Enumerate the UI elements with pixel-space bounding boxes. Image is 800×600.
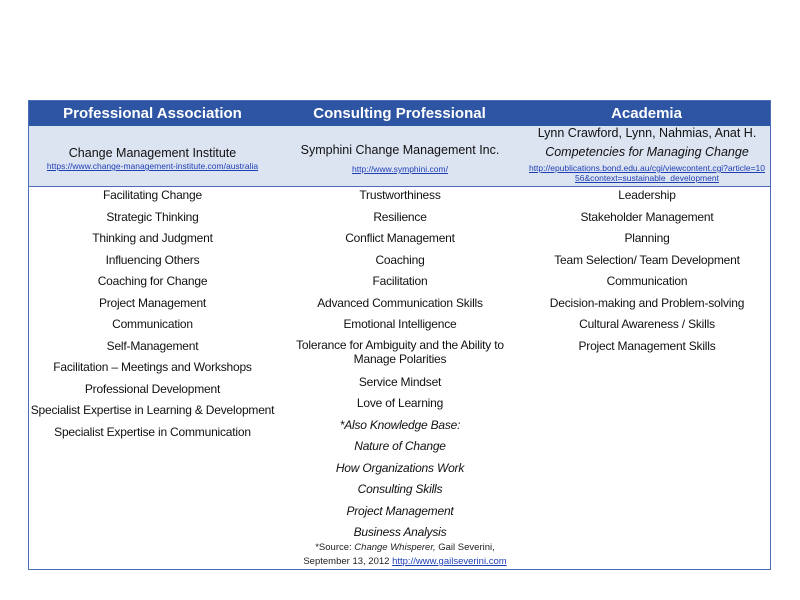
academia-link-line2[interactable]: 56&context=sustainable_development bbox=[575, 173, 719, 183]
list-item: Facilitating Change bbox=[103, 188, 202, 202]
consulting-name: Symphini Change Management Inc. bbox=[300, 143, 500, 157]
source-book-title: Change Whisperer, bbox=[354, 542, 436, 553]
academia-link-line1[interactable]: http://epublications.bond.edu.au/cgi/viewcontent.cgi?article=10 bbox=[528, 163, 766, 173]
header-professional-association: Professional Association bbox=[63, 105, 242, 122]
list-item: Strategic Thinking bbox=[106, 209, 199, 224]
source-row bbox=[29, 126, 770, 187]
list-item: Tolerance for Ambiguity and the Ability to Manage Polarities bbox=[296, 337, 504, 366]
list-item: Consulting Skills bbox=[357, 482, 443, 496]
consulting-source bbox=[276, 126, 524, 187]
list-item: Project Management bbox=[346, 503, 454, 518]
list-item: Facilitation – Meetings and Workshops bbox=[53, 360, 252, 374]
list-item: Self-Management bbox=[106, 338, 199, 353]
list-item: Service Mindset bbox=[358, 374, 442, 389]
list-item: Project Management Skills bbox=[578, 338, 716, 353]
list-item: Communication bbox=[112, 317, 193, 331]
competency-table bbox=[28, 100, 771, 570]
academia-authors: Lynn Crawford, Lynn, Nahmias, Anat H. bbox=[537, 126, 757, 140]
list-item: Leadership bbox=[618, 188, 676, 202]
list-item: Stakeholder Management bbox=[580, 209, 714, 224]
source-date: September 13, 2012 bbox=[303, 556, 393, 567]
list-item: Conflict Management bbox=[345, 231, 455, 245]
list-item: Resilience bbox=[373, 209, 427, 224]
list-item: Advanced Communication Skills bbox=[317, 295, 483, 310]
association-source bbox=[29, 126, 276, 187]
list-item: Team Selection/ Team Development bbox=[554, 252, 740, 267]
source-note bbox=[230, 541, 580, 569]
list-item: Communication bbox=[606, 274, 688, 288]
list-item: Planning bbox=[624, 231, 670, 245]
source-author: Gail Severini, bbox=[435, 542, 495, 553]
list-item: Business Analysis bbox=[353, 525, 447, 539]
header-row bbox=[29, 101, 770, 126]
list-item: Nature of Change bbox=[354, 439, 446, 453]
list-item: Coaching for Change bbox=[97, 274, 208, 288]
header-consulting-professional: Consulting Professional bbox=[313, 105, 486, 122]
list-item: Emotional Intelligence bbox=[343, 317, 457, 331]
academia-list bbox=[524, 187, 770, 359]
list-item: Professional Development bbox=[84, 381, 221, 396]
list-item: Specialist Expertise in Learning & Development bbox=[30, 403, 275, 417]
association-link[interactable]: https://www.change-management-institute.com/australia bbox=[46, 161, 259, 171]
list-item: How Organizations Work bbox=[335, 460, 465, 475]
knowledge-base-heading: *Also Knowledge Base: bbox=[339, 417, 461, 432]
association-list bbox=[29, 187, 276, 445]
list-item: Decision-making and Problem-solving bbox=[549, 295, 745, 310]
list-item: Coaching bbox=[375, 252, 425, 267]
list-item: Love of Learning bbox=[356, 396, 444, 410]
consulting-link[interactable]: http://www.symphini.com/ bbox=[352, 164, 448, 174]
list-item: Cultural Awareness / Skills bbox=[579, 317, 715, 331]
list-item: Thinking and Judgment bbox=[92, 231, 213, 245]
association-name: Change Management Institute bbox=[68, 146, 237, 160]
list-item: Influencing Others bbox=[105, 252, 200, 267]
header-academia: Academia bbox=[611, 105, 682, 122]
source-link[interactable]: http://www.gailseverini.com bbox=[392, 556, 507, 567]
list-item: Specialist Expertise in Communication bbox=[54, 424, 251, 439]
academia-source bbox=[524, 126, 770, 187]
list-item: Trustworthiness bbox=[359, 188, 441, 202]
consulting-list bbox=[276, 187, 524, 546]
list-item: Facilitation bbox=[372, 274, 428, 288]
academia-title: Competencies for Managing Change bbox=[545, 145, 749, 159]
source-prefix: *Source: bbox=[315, 542, 355, 553]
list-item: Project Management bbox=[98, 295, 207, 310]
academia-link[interactable] bbox=[524, 163, 770, 183]
